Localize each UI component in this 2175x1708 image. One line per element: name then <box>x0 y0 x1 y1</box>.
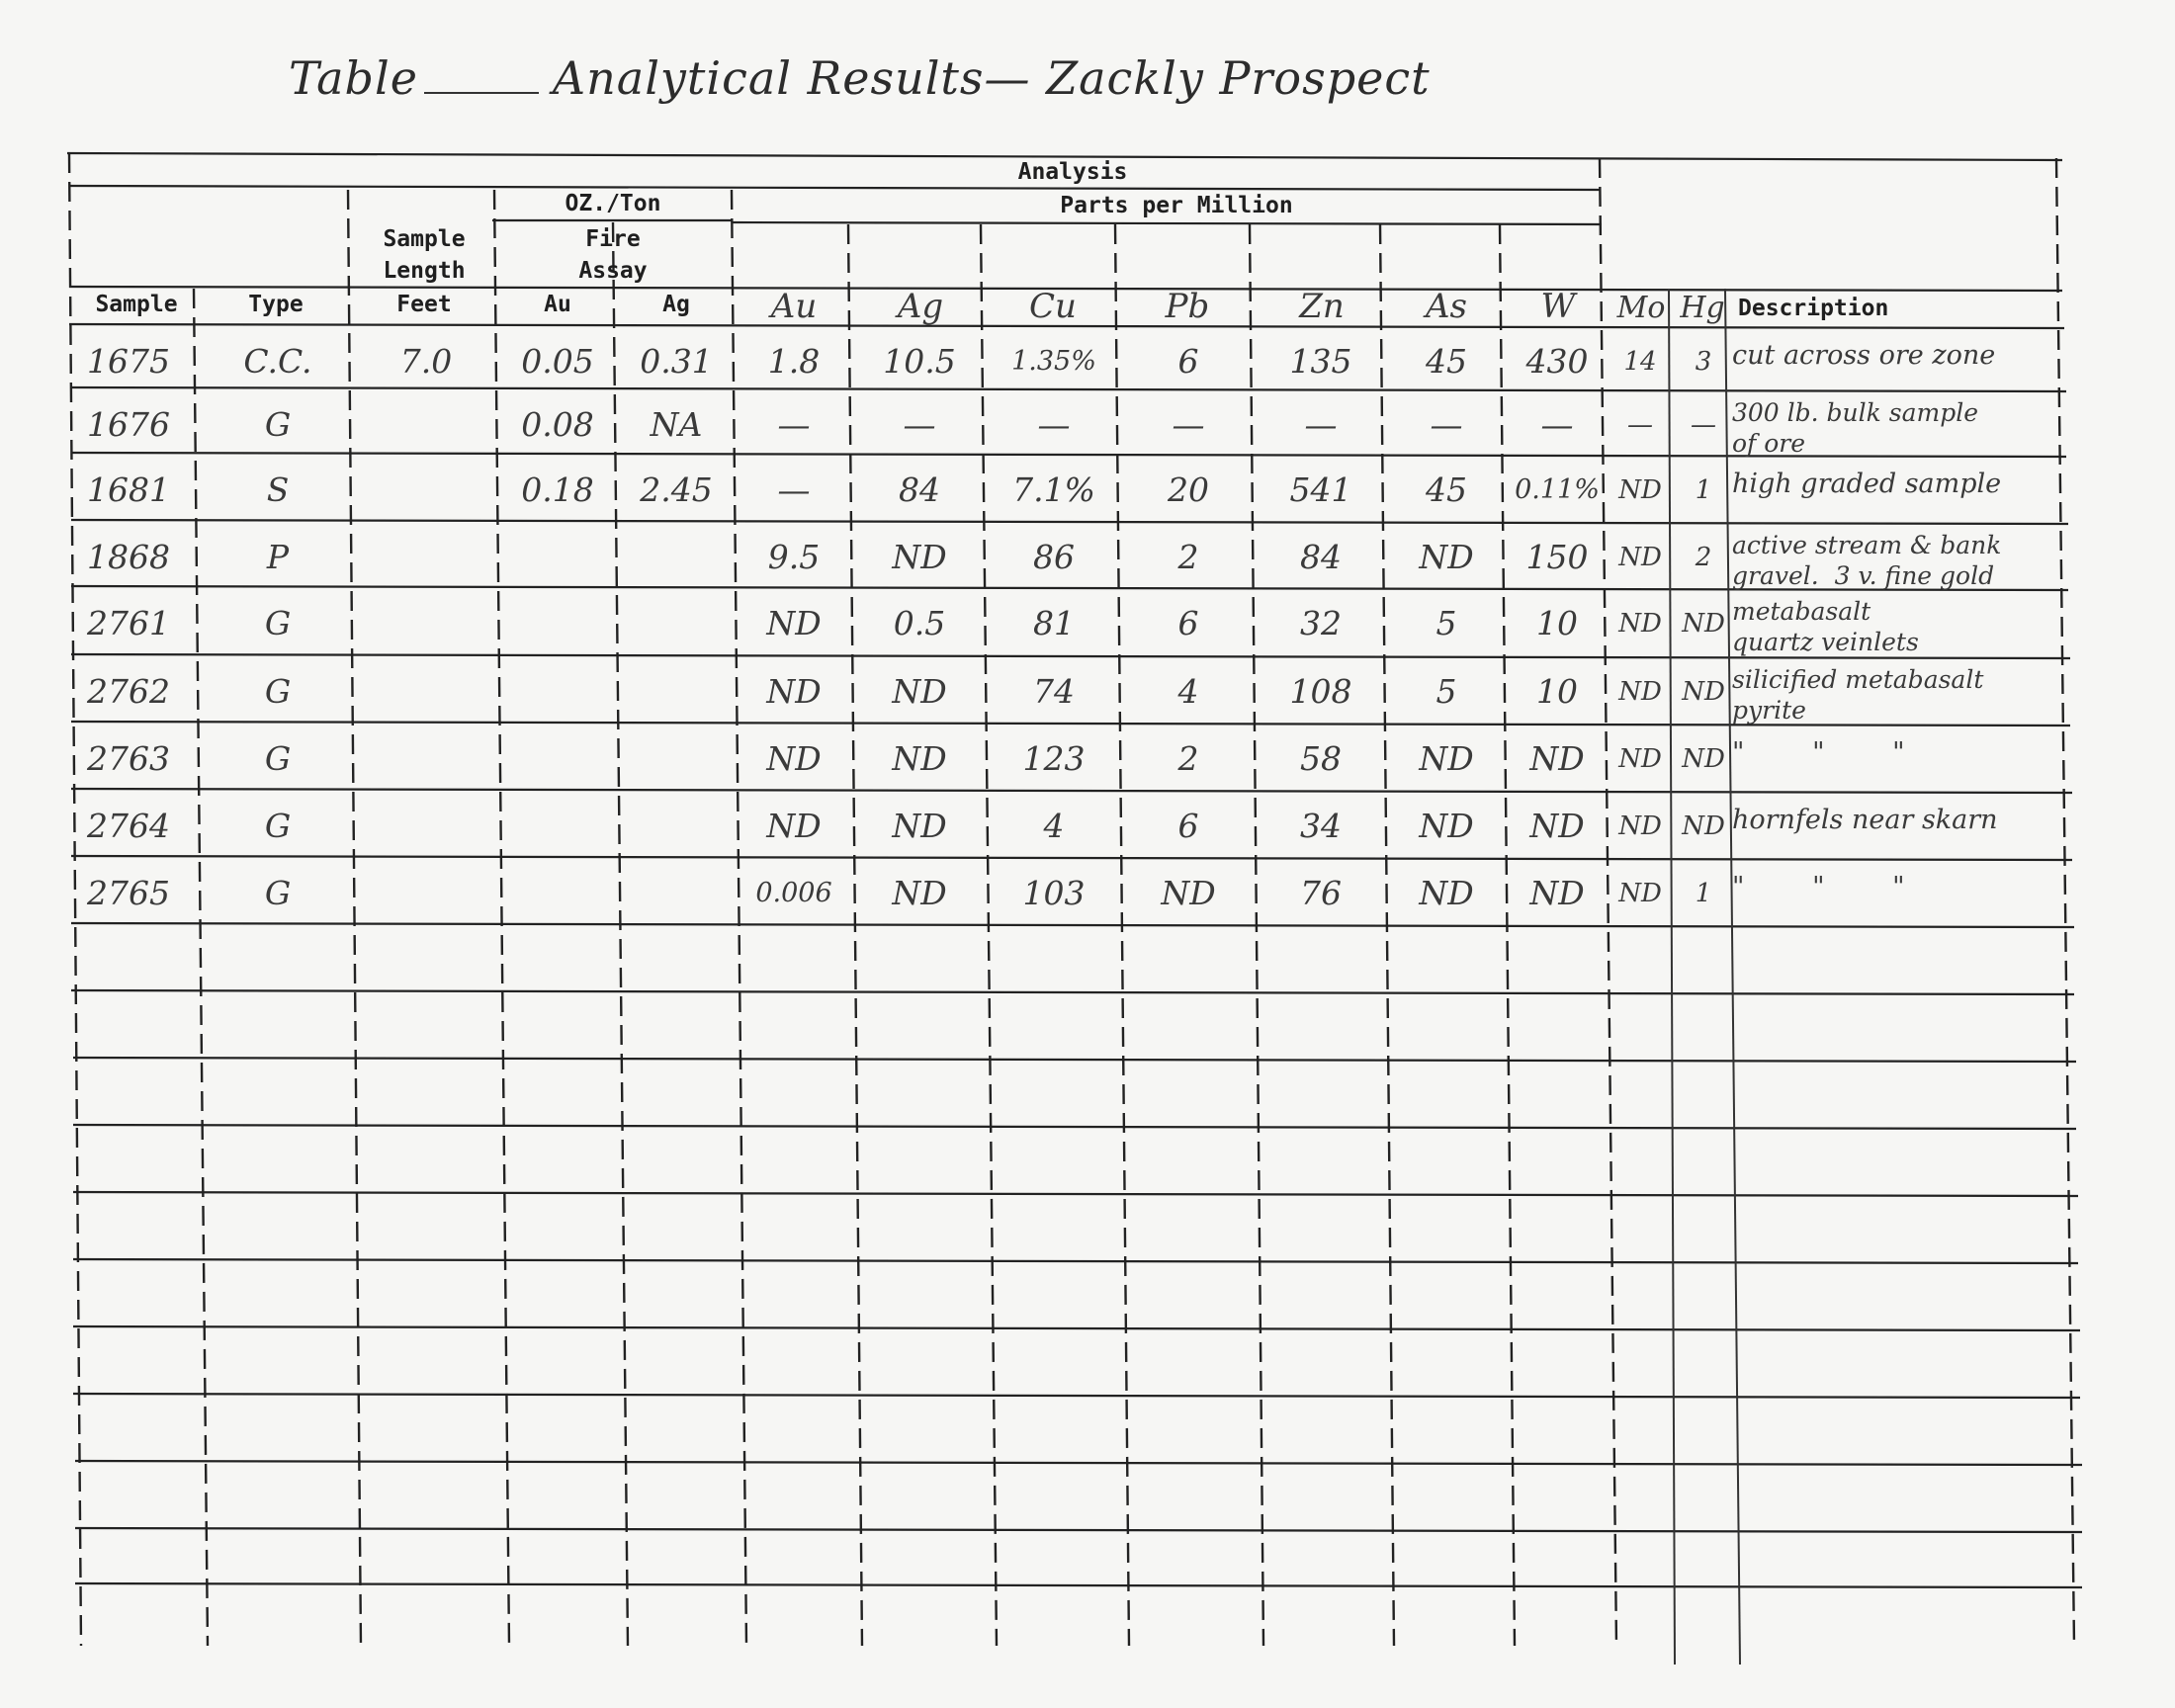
cell-ppm-hg: 3 <box>1695 347 1712 377</box>
cell-description: metabasalt quartz veinlets <box>1732 597 1919 656</box>
cell-ppm-zn: 541 <box>1289 470 1352 509</box>
cell-ppm-w: 10 <box>1536 672 1578 711</box>
cell-ppm-hg: 1 <box>1695 879 1712 908</box>
cell-ppm-hg: — <box>1691 410 1716 440</box>
cell-description: cut across ore zone <box>1732 340 1996 371</box>
ppm-hg-header: Hg <box>1680 291 1725 325</box>
fire-assay-line1: Fire <box>585 226 641 252</box>
cell-description: " " " <box>1732 872 1905 902</box>
cell-ppm-mo: ND <box>1618 543 1662 572</box>
cell-ppm-mo: ND <box>1618 677 1662 707</box>
sample-header: Sample <box>95 292 178 317</box>
cell-sample: 1676 <box>87 405 170 444</box>
fire-assay-au-header: Au <box>544 292 571 317</box>
cell-ppm-au: 1.8 <box>767 342 821 381</box>
cell-ppm-cu: 7.1% <box>1012 470 1095 509</box>
cell-ppm-hg: ND <box>1682 811 1725 841</box>
title-text: Analytical Results— Zackly Prospect <box>552 51 1431 105</box>
description-header: Description <box>1738 296 1889 321</box>
cell-fire-assay-au: 0.18 <box>521 470 594 509</box>
cell-ppm-as: ND <box>1419 874 1474 912</box>
cell-description: silicified metabasalt pyrite <box>1732 665 1984 725</box>
cell-ppm-ag: ND <box>892 807 947 845</box>
cell-ppm-zn: — <box>1304 405 1338 444</box>
cell-ppm-pb: 20 <box>1168 470 1209 509</box>
cell-fire-assay-ag: 0.31 <box>640 342 713 381</box>
cell-sample: 2762 <box>87 672 170 711</box>
cell-ppm-mo: 14 <box>1623 347 1657 377</box>
cell-ppm-as: ND <box>1419 807 1474 845</box>
cell-ppm-pb: 4 <box>1177 672 1199 711</box>
cell-ppm-zn: 84 <box>1300 538 1342 576</box>
sample-length-line1: Sample <box>383 226 466 252</box>
fire-assay-ag-header: Ag <box>662 292 690 317</box>
cell-fire-assay-ag: NA <box>650 405 703 444</box>
ppm-au-header: Au <box>770 287 818 326</box>
cell-ppm-zn: 32 <box>1300 604 1342 642</box>
cell-ppm-au: ND <box>766 807 822 845</box>
cell-ppm-au: ND <box>766 672 822 711</box>
ppm-as-header: As <box>1425 287 1467 326</box>
cell-ppm-cu: 74 <box>1033 672 1075 711</box>
cell-description: " " " <box>1732 737 1905 768</box>
cell-ppm-ag: ND <box>892 538 947 576</box>
cell-ppm-hg: 2 <box>1695 543 1712 572</box>
cell-type: C.C. <box>243 342 312 381</box>
cell-type: G <box>264 604 292 642</box>
cell-description: hornfels near skarn <box>1732 805 1998 835</box>
cell-description: active stream & bank gravel. 3 v. fine gold <box>1732 531 2002 590</box>
cell-ppm-cu: 1.35% <box>1011 346 1096 377</box>
cell-ppm-mo: — <box>1627 410 1653 440</box>
cell-ppm-w: 150 <box>1525 538 1589 576</box>
cell-ppm-w: 10 <box>1536 604 1578 642</box>
cell-ppm-pb: 6 <box>1177 604 1199 642</box>
analysis-header: Analysis <box>1017 159 1128 185</box>
cell-ppm-ag: — <box>903 405 936 444</box>
cell-ppm-zn: 135 <box>1289 342 1352 381</box>
cell-ppm-as: ND <box>1419 739 1474 778</box>
cell-type: G <box>264 739 292 778</box>
cell-type: G <box>264 405 292 444</box>
ppm-mo-header: Mo <box>1616 291 1666 325</box>
cell-fire-assay-au: 0.08 <box>521 405 594 444</box>
cell-ppm-au: 9.5 <box>767 538 821 576</box>
cell-ppm-hg: 1 <box>1695 475 1712 505</box>
ppm-zn-header: Zn <box>1299 287 1345 326</box>
cell-ppm-cu: 123 <box>1022 739 1086 778</box>
cell-ppm-w: ND <box>1529 874 1585 912</box>
cell-ppm-ag: 84 <box>899 470 940 509</box>
cell-ppm-mo: ND <box>1618 475 1662 505</box>
cell-ppm-au: ND <box>766 739 822 778</box>
cell-ppm-hg: ND <box>1682 609 1725 639</box>
cell-ppm-ag: 0.5 <box>893 604 946 642</box>
cell-ppm-ag: 10.5 <box>883 342 956 381</box>
cell-ppm-pb: 2 <box>1177 538 1199 576</box>
cell-ppm-cu: 86 <box>1033 538 1075 576</box>
cell-ppm-mo: ND <box>1618 609 1662 639</box>
cell-ppm-pb: 6 <box>1177 807 1199 845</box>
cell-ppm-ag: ND <box>892 672 947 711</box>
cell-type: P <box>266 538 290 576</box>
sample-length-line2: Length <box>383 258 466 284</box>
cell-description: high graded sample <box>1732 469 2002 499</box>
cell-ppm-mo: ND <box>1618 744 1662 774</box>
cell-ppm-as: 45 <box>1426 470 1467 509</box>
cell-ppm-ag: ND <box>892 874 947 912</box>
ppm-pb-header: Pb <box>1165 287 1210 326</box>
cell-ppm-au: — <box>777 405 811 444</box>
cell-ppm-au: 0.006 <box>755 878 832 908</box>
cell-ppm-mo: ND <box>1618 879 1662 908</box>
ppm-header: Parts per Million <box>1060 193 1293 218</box>
cell-ppm-au: — <box>777 470 811 509</box>
cell-ppm-cu: 103 <box>1022 874 1086 912</box>
cell-description: 300 lb. bulk sample of ore <box>1732 398 1978 458</box>
cell-sample: 1868 <box>87 538 170 576</box>
cell-ppm-zn: 58 <box>1300 739 1342 778</box>
cell-sample: 2765 <box>87 874 170 912</box>
cell-fire-assay-au: 0.05 <box>521 342 594 381</box>
cell-ppm-zn: 34 <box>1300 807 1342 845</box>
cell-ppm-w: 0.11% <box>1515 474 1600 505</box>
cell-ppm-cu: 4 <box>1043 807 1065 845</box>
cell-type: S <box>266 470 290 509</box>
cell-ppm-pb: — <box>1172 405 1205 444</box>
cell-fire-assay-ag: 2.45 <box>640 470 713 509</box>
cell-ppm-pb: 6 <box>1177 342 1199 381</box>
cell-ppm-zn: 76 <box>1300 874 1342 912</box>
cell-ppm-as: 45 <box>1426 342 1467 381</box>
cell-ppm-w: 430 <box>1525 342 1589 381</box>
cell-length: 7.0 <box>399 342 453 381</box>
cell-ppm-cu: 81 <box>1033 604 1075 642</box>
type-header: Type <box>248 292 304 317</box>
cell-ppm-mo: ND <box>1618 811 1662 841</box>
cell-ppm-zn: 108 <box>1289 672 1352 711</box>
cell-ppm-as: 5 <box>1436 672 1457 711</box>
cell-ppm-cu: — <box>1037 405 1071 444</box>
cell-type: G <box>264 874 292 912</box>
cell-ppm-w: ND <box>1529 739 1585 778</box>
cell-sample: 2761 <box>87 604 170 642</box>
cell-ppm-w: — <box>1540 405 1574 444</box>
cell-ppm-au: ND <box>766 604 822 642</box>
cell-type: G <box>264 807 292 845</box>
cell-ppm-as: — <box>1430 405 1463 444</box>
title-prefix: Table <box>289 51 418 105</box>
cell-sample: 1675 <box>87 342 170 381</box>
cell-ppm-hg: ND <box>1682 744 1725 774</box>
cell-ppm-as: 5 <box>1436 604 1457 642</box>
cell-sample: 2763 <box>87 739 170 778</box>
cell-type: G <box>264 672 292 711</box>
ppm-w-header: W <box>1540 287 1576 326</box>
oz-ton-header: OZ./Ton <box>565 191 661 216</box>
cell-ppm-pb: 2 <box>1177 739 1199 778</box>
cell-ppm-hg: ND <box>1682 677 1725 707</box>
cell-ppm-w: ND <box>1529 807 1585 845</box>
ppm-cu-header: Cu <box>1029 287 1077 326</box>
cell-ppm-pb: ND <box>1161 874 1216 912</box>
cell-ppm-ag: ND <box>892 739 947 778</box>
feet-header: Feet <box>396 292 452 317</box>
fire-assay-line2: Assay <box>578 258 648 284</box>
cell-sample: 2764 <box>87 807 170 845</box>
ppm-ag-header: Ag <box>897 287 944 326</box>
cell-ppm-as: ND <box>1419 538 1474 576</box>
cell-sample: 1681 <box>87 470 170 509</box>
